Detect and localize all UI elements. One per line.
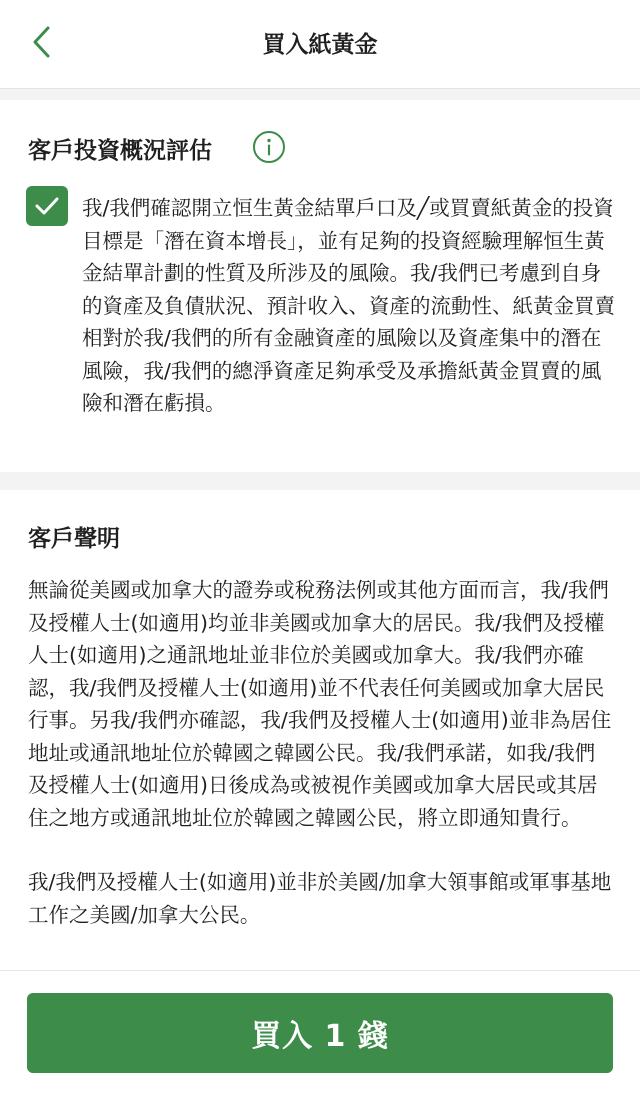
info-button[interactable]: [252, 130, 286, 164]
assessment-title: 客戶投資概況評估: [28, 138, 212, 164]
top-navigation-bar: [0, 0, 640, 89]
declaration-paragraph: 無論從美國或加拿大的證券或稅務法例或其他方面而言，我/我們及授權人士(如適用)均並非美國或加拿大的居民。我/我們及授權人士(如適用)之通訊地址並非位於美國或加拿大。我/我們亦確認，我/我們及授權人士(如適用)並不代表任何美國或加拿大居民行事。另我/我們亦確認，我/我們及授權人士(如適用)並非為居住地址或通訊地址位於韓國之韓國公民。我/我們承諾，如我/我們及授權人士(如適用)日後成為或被視作美國或加拿大居民或其居住之地方或通訊地址位於韓國之韓國公民，將立即通知貴行。: [28, 578, 612, 830]
info-icon: [252, 130, 286, 164]
bottom-action-bar: [0, 970, 640, 1100]
page-title: 買入紙黃金: [262, 32, 378, 58]
checkmark-icon: [34, 196, 60, 216]
declaration-body: [28, 574, 614, 931]
assessment-confirmation-text: 我/我們確認開立恒生黃金結單戶口及╱或買賣紙黃金的投資目標是「潛在資本增長」，並有足夠的投資經驗理解恒生黃金結單計劃的性質及所涉及的風險。我/我們已考慮到自身的資產及負債狀況、預計收入、資產的流動性、紙黃金買賣相對於我/我們的所有金融資產的風險以及資產集中的潛在風險，我/我們的總淨資產足夠承受及承擔紙黃金買賣的風險和潛在虧損。: [82, 196, 615, 415]
assessment-confirm-checkbox[interactable]: [26, 186, 68, 226]
declaration-title: 客戶聲明: [28, 526, 120, 552]
declaration-paragraph: 我/我們及授權人士(如適用)並非於美國/加拿大領事館或軍事基地工作之美國/加拿大公民。: [28, 870, 612, 927]
buy-button[interactable]: 買入 1 錢: [27, 993, 613, 1073]
customer-declaration-section: [0, 490, 640, 970]
investment-assessment-section: [0, 100, 640, 472]
